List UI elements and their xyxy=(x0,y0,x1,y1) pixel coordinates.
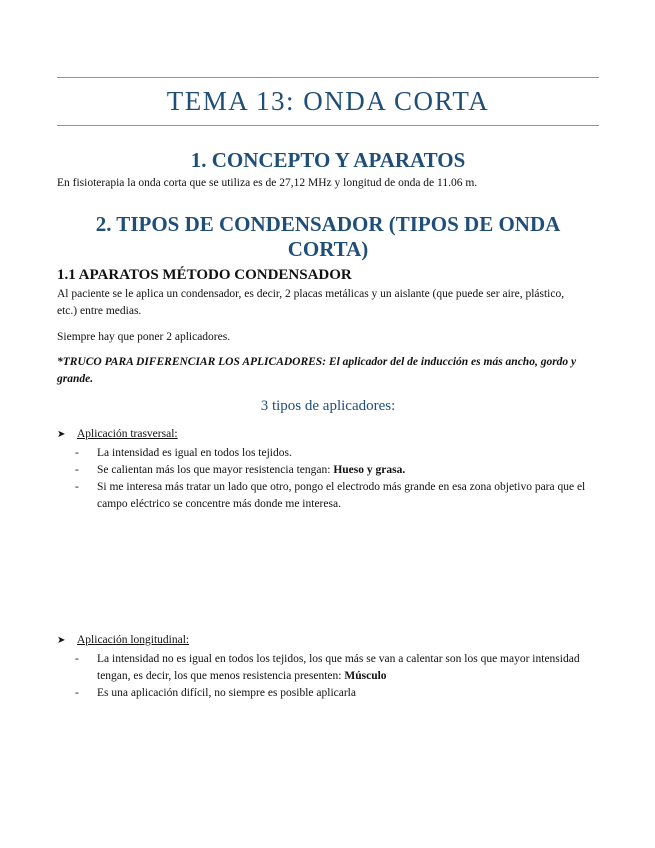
section1-heading: 1. CONCEPTO Y APARATOS xyxy=(190,148,466,172)
arrow-bullet-icon: ➤ xyxy=(57,635,66,646)
section1-text: En fisioterapia la onda corta que se utiliza es de 27,12 MHz y longitud de onda de 11.06 m. xyxy=(57,177,478,189)
page-title: TEMA 13: ONDA CORTA xyxy=(166,86,490,116)
list-item xyxy=(75,479,600,513)
title-top-rule xyxy=(57,77,599,78)
dash-bullet: - xyxy=(75,687,79,699)
dash-bullet: - xyxy=(75,481,79,493)
arrow-bullet-icon: ➤ xyxy=(57,429,66,440)
dash-bullet: - xyxy=(75,447,79,459)
section2-heading-line2: CORTA) xyxy=(287,237,369,261)
title-bottom-rule xyxy=(57,125,599,126)
list-item xyxy=(75,651,600,685)
subsection-heading: 1.1 APARATOS MÉTODO CONDENSADOR xyxy=(57,267,352,283)
trasversal-item2: Se calientan más los que mayor resistencia tengan: xyxy=(97,464,334,476)
condensador-line2: etc.) entre medias. xyxy=(57,305,142,317)
list-item xyxy=(75,685,600,702)
trasversal-list xyxy=(75,445,600,513)
list-item xyxy=(75,445,600,462)
trasversal-item3-line1: Si me interesa más tratar un lado que otro, pongo el electrodo más grande en esa zona objetivo para que el xyxy=(97,481,586,493)
trasversal-item2-bold: Hueso y grasa. xyxy=(333,464,406,476)
longitudinal-item xyxy=(57,634,189,646)
longitudinal-item1-line2: tengan, es decir, los que menos resistencia presenten: xyxy=(97,670,345,682)
trasversal-item1: La intensidad es igual en todos los tejidos. xyxy=(97,447,292,459)
trasversal-item xyxy=(57,428,178,440)
longitudinal-item1-line1: La intensidad no es igual en todos los tejidos, los que más se van a calentar son los que mayor intensidad xyxy=(97,653,580,665)
truco-line1: *TRUCO PARA DIFERENCIAR LOS APLICADORES: El aplicador del de inducción es más ancho, gordo y xyxy=(57,356,577,368)
truco-paragraph xyxy=(57,354,602,388)
list-item xyxy=(75,462,600,479)
longitudinal-label: Aplicación longitudinal: xyxy=(77,634,190,646)
longitudinal-item1-bold: Músculo xyxy=(344,670,387,682)
dash-bullet: - xyxy=(75,653,79,665)
condensador-line1: Al paciente se le aplica un condensador, es decir, 2 placas metálicas y un aislante (que puede ser aire, plástico, xyxy=(57,288,565,300)
aplicadores-paragraph: Siempre hay que poner 2 aplicadores. xyxy=(57,331,231,343)
trasversal-label: Aplicación trasversal: xyxy=(77,428,178,440)
section2-heading-line1: 2. TIPOS DE CONDENSADOR (TIPOS DE ONDA xyxy=(95,212,561,236)
section2-heading xyxy=(57,212,599,262)
trasversal-item3-line2: campo eléctrico se concentre más donde me interesa. xyxy=(97,498,341,510)
longitudinal-list xyxy=(75,651,600,702)
dash-bullet: - xyxy=(75,464,79,476)
truco-line2: grande. xyxy=(57,373,94,385)
applicators-heading: 3 tipos de aplicadores: xyxy=(260,398,396,414)
condensador-paragraph xyxy=(57,286,602,320)
longitudinal-item2: Es una aplicación difícil, no siempre es posible aplicarla xyxy=(97,687,356,699)
